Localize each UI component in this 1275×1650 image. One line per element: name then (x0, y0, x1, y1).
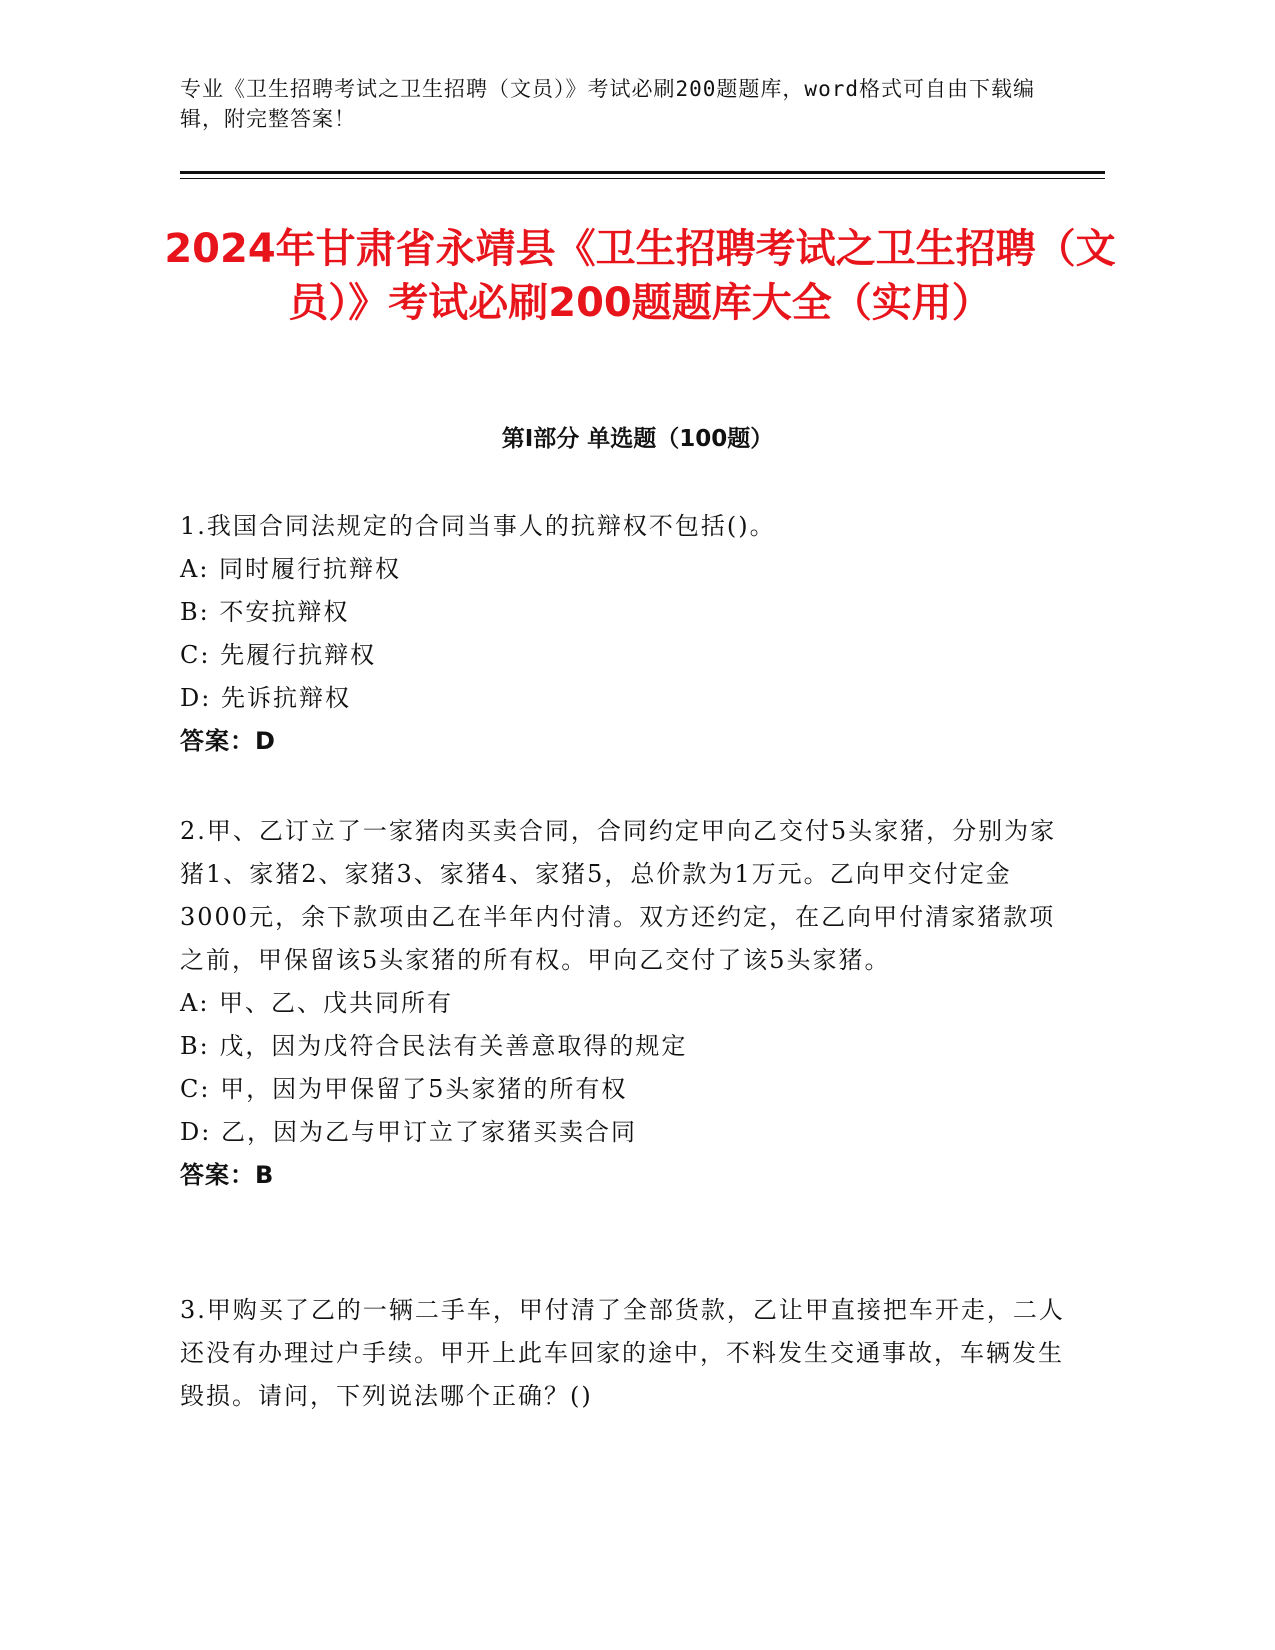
option-a: A: 同时履行抗辩权 (180, 555, 402, 583)
question-1 (180, 505, 1080, 763)
header-note: 专业《卫生招聘考试之卫生招聘（文员）》考试必刷200题题库，word格式可自由下载编辑，附完整答案！ (180, 77, 1035, 131)
answer: 答案：D (180, 727, 276, 755)
answer: 答案：B (180, 1161, 275, 1189)
option-d: D: 先诉抗辩权 (180, 684, 351, 712)
document-title: 2024年甘肃省永靖县《卫生招聘考试之卫生招聘（文员）》考试必刷200题题库大全（实用） (164, 226, 1116, 326)
section-title: 第Ⅰ部分 单选题（100题） (501, 426, 774, 452)
question-stem: 1.我国合同法规定的合同当事人的抗辩权不包括()。 (180, 512, 776, 540)
question-3 (180, 1289, 1080, 1418)
header-divider-thin (180, 178, 1105, 179)
option-c: C: 先履行抗辩权 (180, 641, 377, 669)
question-2 (180, 810, 1080, 1197)
question-stem: 3.甲购买了乙的一辆二手车，甲付清了全部货款，乙让甲直接把车开走，二人还没有办理过户手续。甲开上此车回家的途中，不料发生交通事故，车辆发生毁损。请问，下列说法哪个正确？() (180, 1296, 1065, 1410)
header-divider-thick (180, 171, 1105, 174)
option-b: B: 不安抗辩权 (180, 598, 350, 626)
option-b: B: 戊，因为戊符合民法有关善意取得的规定 (180, 1032, 688, 1060)
option-c: C: 甲，因为甲保留了5头家猪的所有权 (180, 1075, 628, 1103)
option-a: A: 甲、乙、戊共同所有 (180, 989, 454, 1017)
question-stem: 2.甲、乙订立了一家猪肉买卖合同，合同约定甲向乙交付5头家猪，分别为家猪1、家猪2、家猪3、家猪4、家猪5，总价款为1万元。乙向甲交付定金3000元，余下款项由乙在半年内付清。双方还约定，在乙向甲付清家猪款项之前，甲保留该5头家猪的所有权。甲向乙交付了该5头家猪。 (180, 817, 1057, 974)
option-d: D: 乙，因为乙与甲订立了家猪买卖合同 (180, 1118, 637, 1146)
